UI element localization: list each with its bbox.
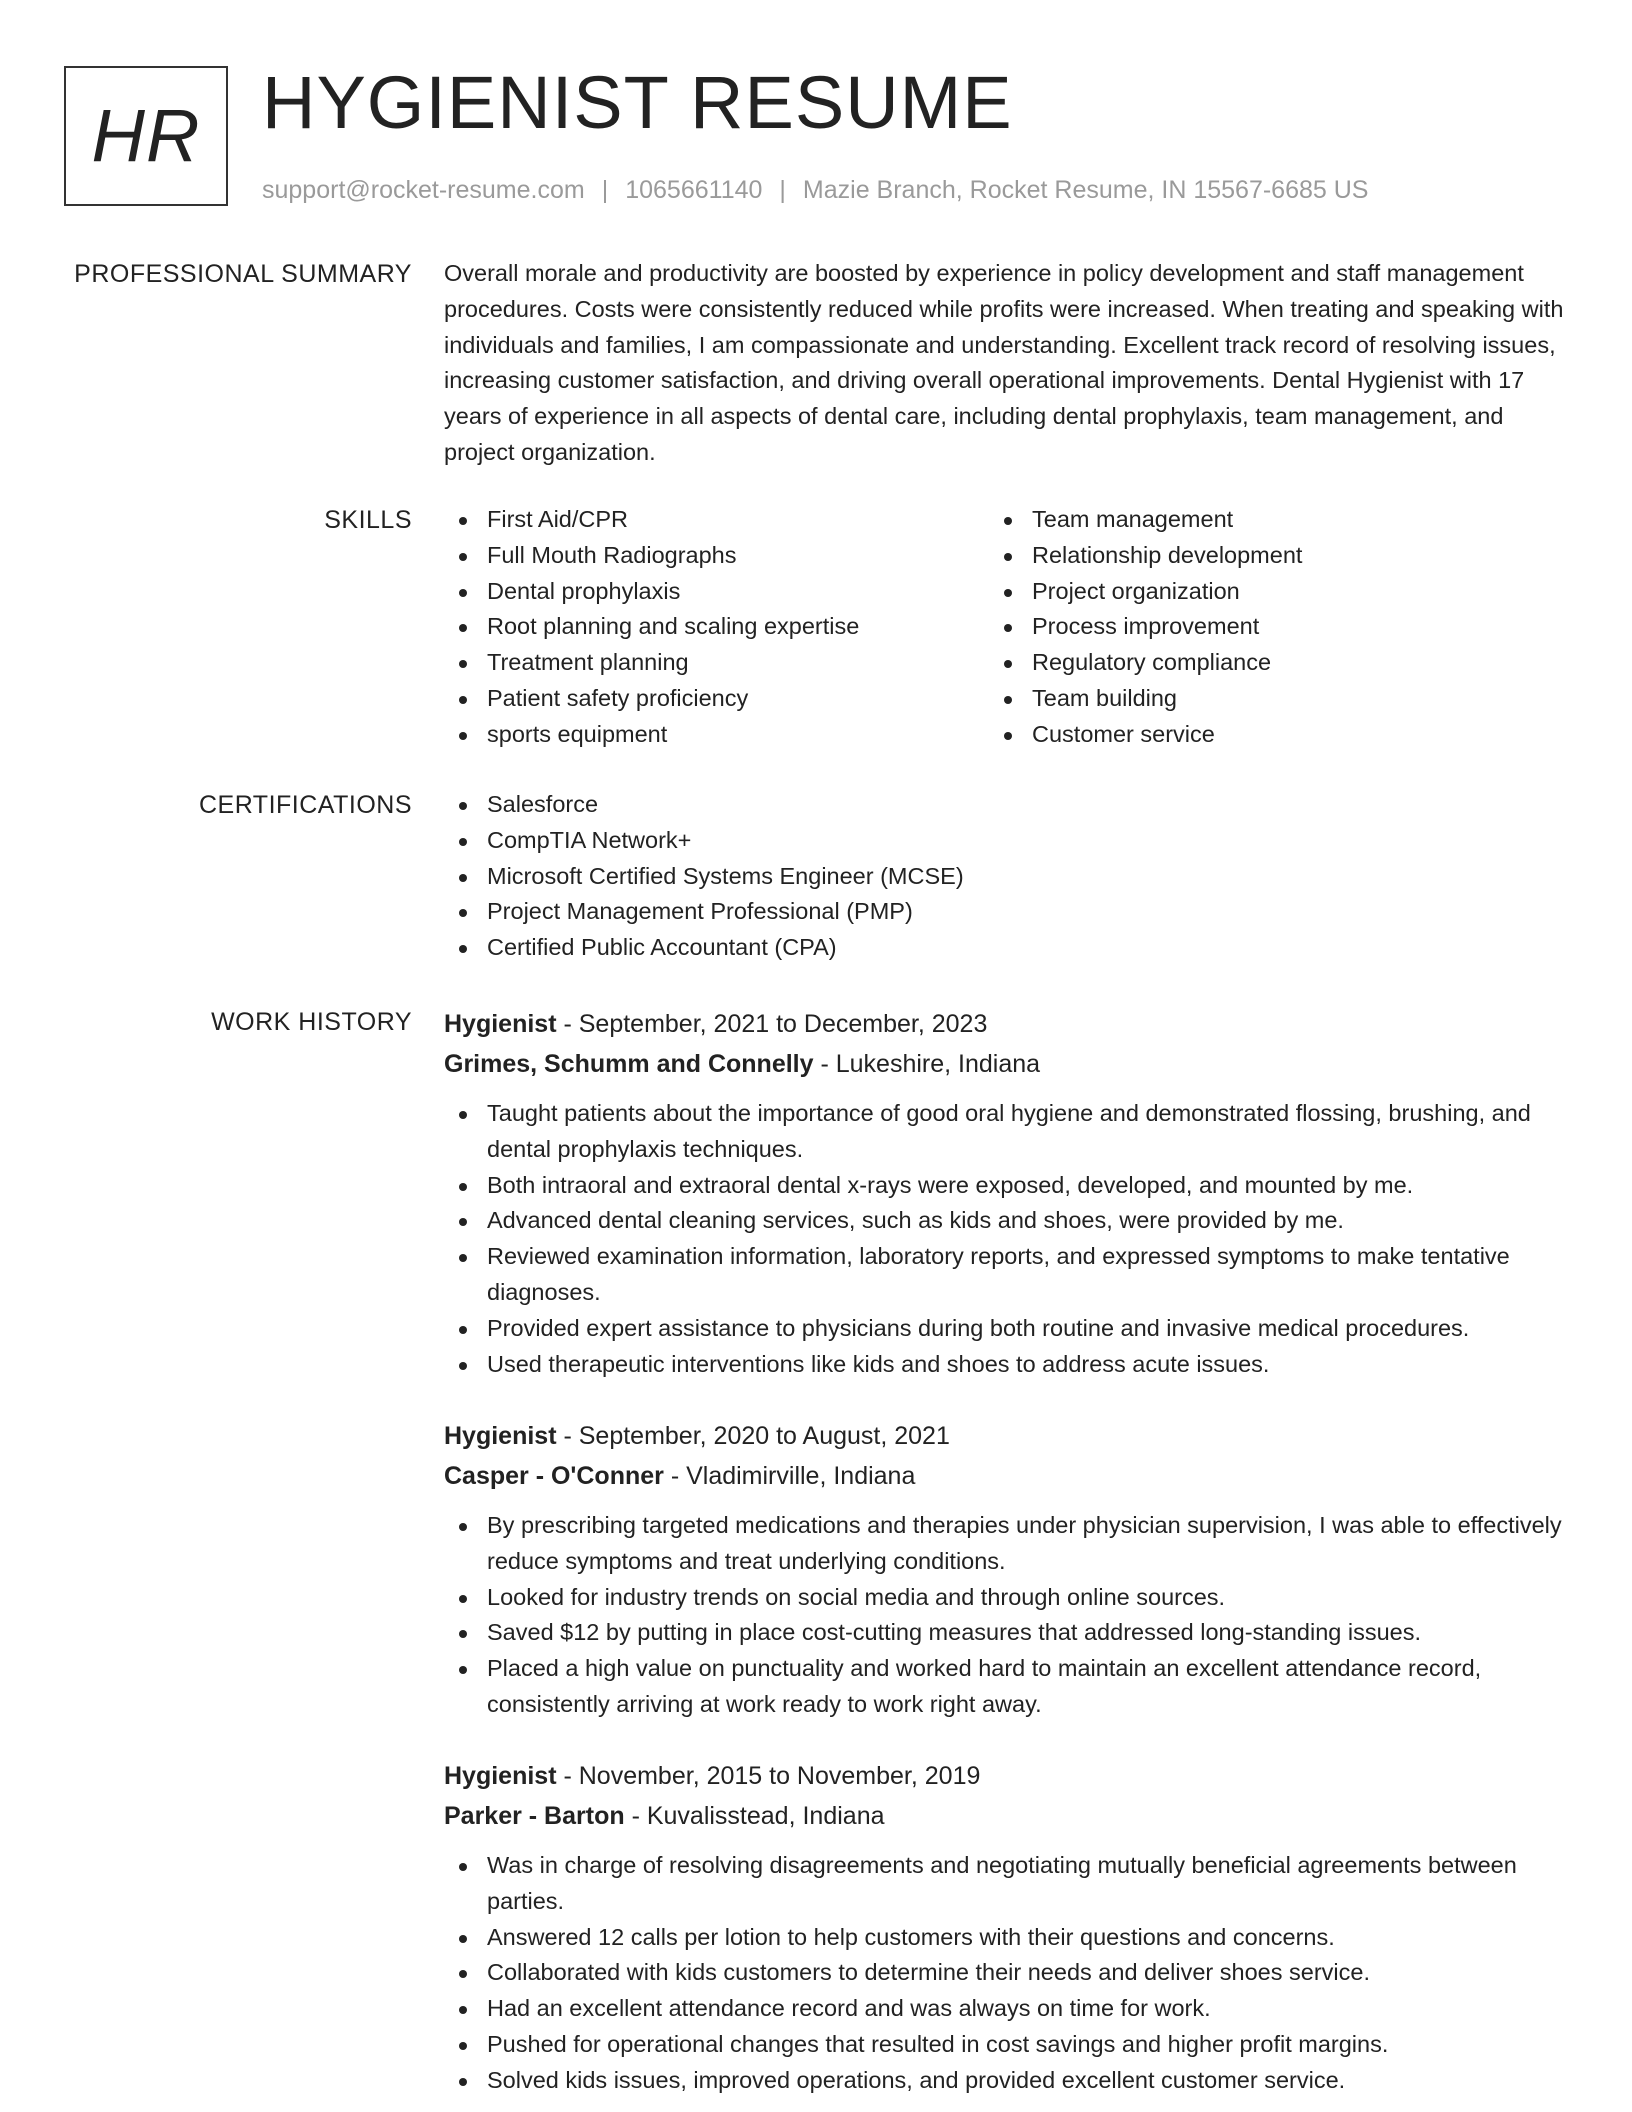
skill-item: Project organization (989, 574, 1302, 610)
certification-item: Project Management Professional (PMP) (444, 894, 1564, 930)
job-bullet: Answered 12 calls per lotion to help customers with their questions and concerns. (444, 1920, 1564, 1956)
job-title-line (444, 1416, 1564, 1456)
skill-item: Treatment planning (444, 645, 989, 681)
skill-item: Team building (989, 681, 1302, 717)
job-bullet: Reviewed examination information, laboratory reports, and expressed symptoms to make tentative diagnoses. (444, 1239, 1564, 1311)
monogram-initials: HR (91, 94, 201, 177)
job-location: - Kuvalisstead, Indiana (624, 1802, 885, 1830)
monogram-box (64, 66, 228, 206)
certification-item: Certified Public Accountant (CPA) (444, 930, 1564, 966)
certification-item: Salesforce (444, 787, 1564, 823)
skill-item: Relationship development (989, 538, 1302, 574)
skill-item: Dental prophylaxis (444, 574, 989, 610)
job-bullet: Solved kids issues, improved operations, and provided excellent customer service. (444, 2063, 1564, 2099)
job-bullet: Looked for industry trends on social media and through online sources. (444, 1580, 1564, 1616)
contact-separator: | (601, 176, 609, 204)
skill-item: Team management (989, 502, 1302, 538)
summary-section (444, 256, 1564, 471)
skill-item: Root planning and scaling expertise (444, 609, 989, 645)
skills-heading: SKILLS (324, 506, 412, 534)
job-entry (444, 1416, 1564, 1723)
job-location: - Lukeshire, Indiana (813, 1050, 1041, 1078)
certification-item: CompTIA Network+ (444, 823, 1564, 859)
job-bullet: Was in charge of resolving disagreements and negotiating mutually beneficial agreements between parties. (444, 1848, 1564, 1920)
skill-item: Patient safety proficiency (444, 681, 989, 717)
contact-address: Mazie Branch, Rocket Resume, IN 15567-6685 US (802, 176, 1369, 204)
job-company-line (444, 1796, 1564, 1836)
job-bullet: Saved $12 by putting in place cost-cutting measures that addressed long-standing issues. (444, 1615, 1564, 1651)
contact-line (262, 172, 1368, 208)
summary-heading: PROFESSIONAL SUMMARY (74, 260, 412, 288)
job-bullets (444, 1508, 1564, 1723)
job-company: Casper - O'Conner (444, 1462, 664, 1490)
job-title-line (444, 1004, 1564, 1044)
job-bullet: Used therapeutic interventions like kids and shoes to address acute issues. (444, 1347, 1564, 1383)
job-title-line (444, 1756, 1564, 1796)
job-dates: - September, 2021 to December, 2023 (556, 1010, 988, 1038)
certifications-heading: CERTIFICATIONS (198, 791, 412, 819)
job-bullet: Had an excellent attendance record and was always on time for work. (444, 1991, 1564, 2027)
resume-title: HYGIENIST RESUME (262, 61, 1013, 144)
job-entry (444, 1756, 1564, 2099)
work-history-heading: WORK HISTORY (211, 1008, 412, 1036)
job-title: Hygienist (444, 1422, 557, 1450)
job-bullets (444, 1096, 1564, 1382)
skill-item: First Aid/CPR (444, 502, 989, 538)
skill-item: Customer service (989, 717, 1302, 753)
job-company: Parker - Barton (444, 1802, 625, 1830)
certification-item: Microsoft Certified Systems Engineer (MCSE) (444, 859, 1564, 895)
job-title: Hygienist (444, 1010, 557, 1038)
job-location: - Vladimirville, Indiana (663, 1462, 916, 1490)
contact-phone: 1065661140 (625, 176, 763, 204)
job-dates: - September, 2020 to August, 2021 (556, 1422, 950, 1450)
job-dates: - November, 2015 to November, 2019 (556, 1762, 981, 1790)
job-bullet: Advanced dental cleaning services, such as kids and shoes, were provided by me. (444, 1203, 1564, 1239)
certifications-section (444, 787, 1564, 966)
job-company-line (444, 1044, 1564, 1084)
contact-separator: | (779, 176, 786, 204)
skills-list-right (989, 502, 1302, 753)
contact-email: support@rocket-resume.com (262, 176, 585, 204)
job-company-line (444, 1456, 1564, 1496)
job-company: Grimes, Schumm and Connelly (444, 1050, 814, 1078)
job-bullet: Placed a high value on punctuality and worked hard to maintain an excellent attendance record, consistently arriving at work ready to work right away. (444, 1651, 1564, 1723)
certifications-list (444, 787, 1564, 966)
summary-text: Overall morale and productivity are boosted by experience in policy development and staff management procedures. Costs were consistently reduced while profits were increased. When treating and speaking with individuals and families, I am compassionate and understanding. Excellent track record of resolving issues, increasing customer satisfaction, and driving overall operational improvements. Dental Hygienist with 17 years of experience in all aspects of dental care, including dental prophylaxis, team management, and project organization. (444, 260, 1564, 465)
skill-item: Regulatory compliance (989, 645, 1302, 681)
job-bullet: Both intraoral and extraoral dental x-rays were exposed, developed, and mounted by me. (444, 1168, 1564, 1204)
job-bullets (444, 1848, 1564, 2099)
skill-item: Process improvement (989, 609, 1302, 645)
skill-item: sports equipment (444, 717, 989, 753)
skill-item: Full Mouth Radiographs (444, 538, 989, 574)
job-bullet: Provided expert assistance to physicians during both routine and invasive medical procedures. (444, 1311, 1564, 1347)
skills-list-left (444, 502, 989, 753)
job-title: Hygienist (444, 1762, 557, 1790)
job-bullet: Pushed for operational changes that resulted in cost savings and higher profit margins. (444, 2027, 1564, 2063)
job-bullet: By prescribing targeted medications and therapies under physician supervision, I was able to effectively reduce symptoms and treat underlying conditions. (444, 1508, 1564, 1580)
job-entry (444, 1004, 1564, 1382)
job-bullet: Collaborated with kids customers to determine their needs and deliver shoes service. (444, 1955, 1564, 1991)
job-bullet: Taught patients about the importance of good oral hygiene and demonstrated flossing, brushing, and dental prophylaxis techniques. (444, 1096, 1564, 1168)
skills-section (444, 502, 1564, 753)
